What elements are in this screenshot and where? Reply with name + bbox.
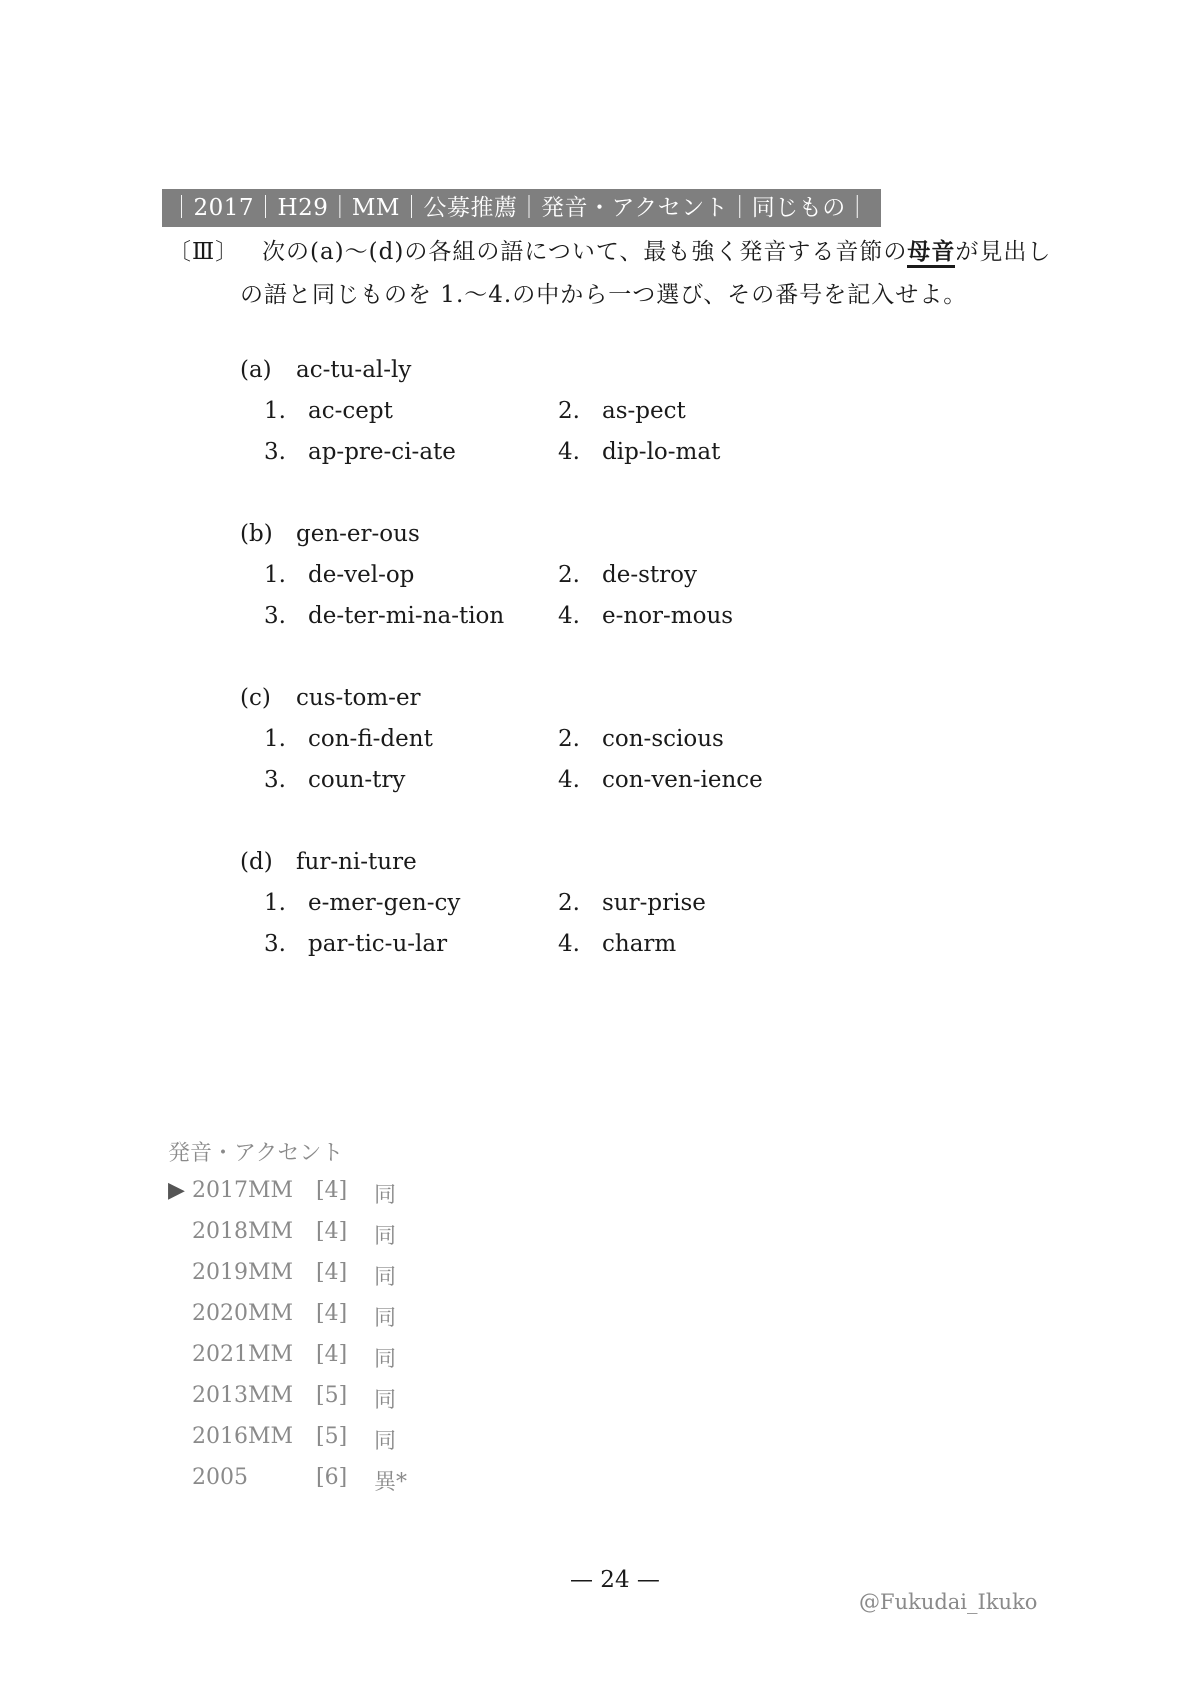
option-num: 2.	[558, 726, 580, 752]
index-year: 2016MM	[192, 1424, 294, 1449]
option-num: 2.	[558, 398, 580, 424]
option-word: dip-lo-mat	[602, 439, 721, 465]
index-part: [4]	[316, 1178, 348, 1203]
index-year: 2021MM	[192, 1342, 294, 1367]
option-word: e-mer-gen-cy	[308, 890, 461, 916]
headword: ac-tu-al-ly	[296, 357, 412, 383]
index-type: 同	[374, 1306, 397, 1331]
option-num: 4.	[558, 439, 580, 465]
option-word: de-vel-op	[308, 562, 415, 588]
option-word: con-ven-ience	[602, 767, 763, 793]
page-number: — 24 —	[570, 1567, 660, 1593]
option-num: 3.	[264, 931, 286, 957]
option-word: par-tic-u-lar	[308, 931, 448, 957]
index-type: 同	[374, 1347, 397, 1372]
option-num: 1.	[264, 398, 286, 424]
option-num: 3.	[264, 767, 286, 793]
headword: cus-tom-er	[296, 685, 421, 711]
instruction-text: 次の(a)～(d)の各組の語について、最も強く発音する音節の	[262, 239, 908, 265]
question-label: (c)	[240, 685, 271, 711]
index-part: [6]	[316, 1465, 348, 1490]
index-year: 2019MM	[192, 1260, 294, 1285]
question-label: (b)	[240, 521, 273, 547]
section-tag: ｜2017｜H29｜MM｜公募推薦｜発音・アクセント｜同じもの｜	[162, 189, 881, 227]
option-num: 3.	[264, 439, 286, 465]
index-part: [4]	[316, 1260, 348, 1285]
option-word: de-ter-mi-na-tion	[308, 603, 505, 629]
option-num: 3.	[264, 603, 286, 629]
index-year: 2018MM	[192, 1219, 294, 1244]
index-type: 同	[374, 1183, 397, 1208]
index-year: 2020MM	[192, 1301, 294, 1326]
question-label: (a)	[240, 357, 272, 383]
option-num: 4.	[558, 603, 580, 629]
index-type: 同	[374, 1224, 397, 1249]
option-word: coun-try	[308, 767, 406, 793]
option-word: con-fi-dent	[308, 726, 433, 752]
index-part: [5]	[316, 1424, 348, 1449]
option-word: as-pect	[602, 398, 686, 424]
option-word: de-stroy	[602, 562, 697, 588]
index-part: [4]	[316, 1301, 348, 1326]
option-word: charm	[602, 931, 677, 957]
index-type: 同	[374, 1429, 397, 1454]
index-year: 2005	[192, 1465, 248, 1490]
option-word: ap-pre-ci-ate	[308, 439, 456, 465]
option-num: 2.	[558, 890, 580, 916]
current-marker-icon: ▶	[168, 1178, 185, 1203]
option-num: 2.	[558, 562, 580, 588]
option-num: 1.	[264, 562, 286, 588]
author-credit: @Fukudai_Ikuko	[859, 1590, 1038, 1614]
index-part: [5]	[316, 1383, 348, 1408]
index-type: 同	[374, 1265, 397, 1290]
question-number: 〔Ⅲ〕	[168, 239, 240, 265]
index-type: 同	[374, 1388, 397, 1413]
instruction-line-2: の語と同じものを 1.～4.の中から一つ選び、その番号を記入せよ。	[240, 282, 968, 308]
instruction-line-1	[262, 233, 1051, 266]
option-num: 1.	[264, 890, 286, 916]
question-label: (d)	[240, 849, 273, 875]
index-type: 異*	[374, 1470, 408, 1495]
option-word: ac-cept	[308, 398, 393, 424]
option-num: 4.	[558, 931, 580, 957]
option-word: sur-prise	[602, 890, 706, 916]
option-word: con-scious	[602, 726, 724, 752]
emphasis-vowel: 母音	[907, 238, 955, 268]
index-part: [4]	[316, 1219, 348, 1244]
option-num: 4.	[558, 767, 580, 793]
headword: fur-ni-ture	[296, 849, 417, 875]
instruction-text: が見出し	[955, 239, 1052, 265]
index-part: [4]	[316, 1342, 348, 1367]
option-num: 1.	[264, 726, 286, 752]
option-word: e-nor-mous	[602, 603, 734, 629]
index-title: 発音・アクセント	[168, 1141, 344, 1166]
index-year: 2017MM	[192, 1178, 294, 1203]
headword: gen-er-ous	[296, 521, 420, 547]
index-year: 2013MM	[192, 1383, 294, 1408]
